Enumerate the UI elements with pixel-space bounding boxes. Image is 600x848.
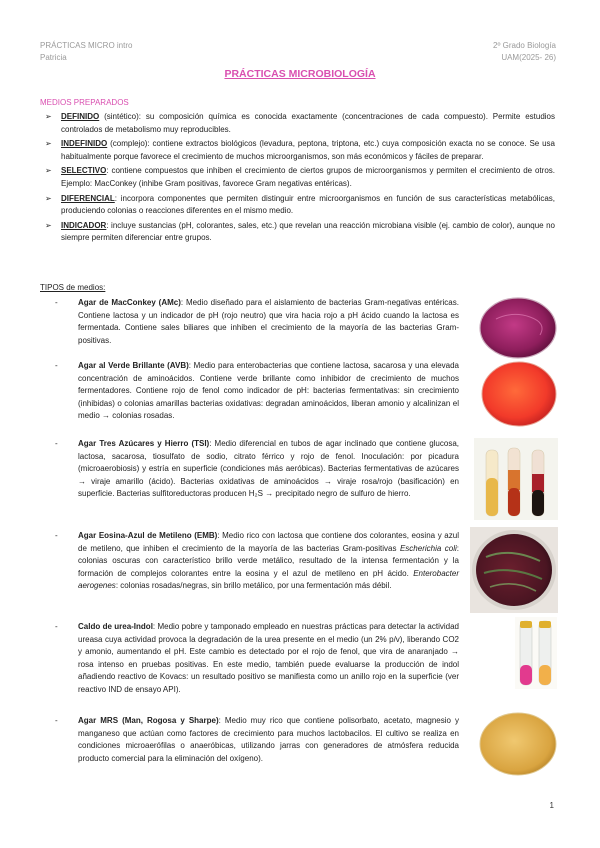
medium-description-end: : colonias rosadas/negras, sin brillo metálico, por una fermentación más débil. xyxy=(115,581,392,591)
header-left xyxy=(40,40,132,64)
page-title: PRÁCTICAS MICROBIOLOGÍA xyxy=(224,68,376,80)
definition-item xyxy=(45,138,555,163)
medium-name: Agar Eosina-Azul de Metileno (EMB) xyxy=(78,531,218,540)
medium-entry-emb xyxy=(55,530,459,593)
section-heading-media: MEDIOS PREPARADOS xyxy=(40,98,129,107)
mrs-plate-image xyxy=(478,712,558,776)
definition-text: : contiene compuestos que inhiben el crecimiento de ciertos grupos de microorganismos y permiten el crecimiento de otros. Ejemplo: MacConkey (inhibe Gram positivas, favorece Gram negativas entéricas). xyxy=(61,166,555,188)
definition-item xyxy=(45,220,555,245)
medium-entry-macconkey xyxy=(55,297,459,347)
medium-description-cont: : colonias oscuras con característico brillo verde metálico, resultado de la intensa fermentación y la formación de complejos colorantes entre la eosina y el azul de metileno en pH ácido. xyxy=(78,543,459,578)
header-author: Patricia xyxy=(40,53,67,62)
medium-description: : Medio pobre y tamponado empleado en nuestras prácticas para detectar la actividad ureasa cuya actividad provoca la degradación de la urea presente en el medio (un 2% p/v), liberando CO2 y amonio, aumentando el pH. Este cambio es detectado por el rojo de fenol, que vira de anaranjado → rosa intenso en pruebas positivas. En este medio, también puede evaluarse la producción de indol añadiendo reactivo de Kovacs: un resultado positivo se manifiesta como un anillo rojo en la superficie (ver reactivo IND de ensayo API). xyxy=(78,622,460,694)
urea-indol-tubes-image xyxy=(515,617,557,689)
dash-bullet: - xyxy=(55,622,58,631)
medium-entry-tsi xyxy=(55,438,459,501)
medium-description: : Medio muy rico que contiene polisorbato, acetato, magnesio y manganeso que actúan como factores de crecimiento para muchos lactobacilos. El cultivo se realiza en condiciones microaerófilas o anaeróbicas, utilizando jarras con generadores de atmósfera reducida producto comercial para la eliminación del oxígeno). xyxy=(78,716,459,763)
definition-text: (complejo): contiene extractos biológicos (levadura, peptona, triptona, etc.) cuya composición exacta no se conoce. Se usa habitualmente porque favorece el crecimiento de muchos microorganismos, son más económicos y fáciles de preparar. xyxy=(61,139,555,161)
page-number: 1 xyxy=(549,801,554,810)
definition-term: DIFERENCIAL xyxy=(61,193,115,203)
definition-term: SELECTIVO xyxy=(61,166,107,176)
definition-text: : incluye sustancias (pH, colorantes, sales, etc.) que revelan una reacción microbiana visible (ej. cambio de color), aunque no siempre permiten diferenciar entre grupos. xyxy=(61,220,555,243)
section-heading-types: TIPOS de medios: xyxy=(40,283,106,292)
header-degree: 2º Grado Biología xyxy=(493,41,556,50)
medium-entry-verde-brillante xyxy=(55,360,459,423)
emb-plate-image xyxy=(470,527,558,613)
definition-term: DEFINIDO xyxy=(61,112,100,121)
medium-name: Agar al Verde Brillante (AVB) xyxy=(78,361,189,370)
definitions-list xyxy=(45,111,555,247)
verde-brillante-plate-image xyxy=(480,360,558,428)
medium-name: Agar Tres Azúcares y Hierro (TSI) xyxy=(78,439,210,448)
species-name-ecoli: Escherichia coli xyxy=(399,543,457,553)
definition-item xyxy=(45,111,555,136)
arrow-bullet-icon: ➢ xyxy=(45,220,52,230)
definition-term: INDICADOR xyxy=(61,220,107,230)
medium-name: Caldo de urea-Indol xyxy=(78,622,153,631)
definition-item xyxy=(45,165,555,190)
dash-bullet: - xyxy=(55,439,58,448)
arrow-bullet-icon: ➢ xyxy=(45,112,52,121)
medium-entry-urea-indol xyxy=(55,621,459,697)
header-year: UAM(2025- 26) xyxy=(501,53,556,62)
medium-description: : Medio rico con lactosa que contiene dos colorantes, eosina y azul de metileno, que inhiben el crecimiento de la mayoría de las bacterias Gram-positivas xyxy=(78,531,459,553)
dash-bullet: - xyxy=(55,531,58,540)
definition-text: (sintético): su composición química es conocida exactamente (concentraciones de cada compuesto). Permite estudios controlados de metabolismo muy reproducibles. xyxy=(61,112,555,134)
arrow-bullet-icon: ➢ xyxy=(45,193,52,203)
medium-entry-mrs xyxy=(55,715,459,765)
definition-term: INDEFINIDO xyxy=(61,139,108,149)
definition-item xyxy=(45,193,555,218)
dash-bullet: - xyxy=(55,716,58,725)
header-course: PRÁCTICAS MICRO intro xyxy=(40,41,133,50)
medium-name: Agar de MacConkey (AMc) xyxy=(78,298,181,307)
medium-description: : Medio diferencial en tubos de agar inclinado que contiene glucosa, lactosa, sacarosa, tiosulfato de sodio, citrato férrico y rojo de fenol. Inoculación: por picadura (microaerobiosis) y estría en superficie (condiciones más aeróbicas). Bacterias fermentativas de azúcares → viraje amarillo (ácido). Bacterias oxidativas de aminoácidos → viraje rosa/rojo (basificación) en superficie. Bacterias sulfitoreductoras producen H₂S → precipitado negro de sulfuro de hierro. xyxy=(78,439,459,499)
macconkey-plate-image xyxy=(478,297,558,359)
medium-name: Agar MRS (Man, Rogosa y Sharpe) xyxy=(78,716,219,725)
header-right xyxy=(493,40,556,64)
species-name-enterobacter: Enterobacter aerogenes xyxy=(78,568,459,591)
medium-description: : Medio para enterobacterias que contiene lactosa, sacarosa y una elevada concentración de aminoácidos. Contiene verde brillante como inhibidor de crecimiento de muchos fermentadores. Contiene rojo de fenol como indicador de pH: bacterias fermentativas: sin crecimiento (inhibidas) o colonias amarillas bacterias oxidativas: degradan aminoácidos, liberan amonio y alcalinizan el medio → colonias rosadas. xyxy=(78,361,460,421)
dash-bullet: - xyxy=(55,361,58,370)
dash-bullet: - xyxy=(55,298,58,307)
definition-text: : incorpora componentes que permiten distinguir entre microorganismos en función de sus características metabólicas, produciendo colonias o reacciones diferentes en el mismo medio. xyxy=(61,193,555,216)
arrow-bullet-icon: ➢ xyxy=(45,139,52,149)
arrow-bullet-icon: ➢ xyxy=(45,166,52,176)
medium-description: : Medio diseñado para el aislamiento de bacterias Gram-negativas entéricas. Contiene lactosa y un indicador de pH (rojo neutro) que vira hacia rojo a pH ácido cuando la lactosa es fermentada. Contiene sales biliares que inhiben el crecimiento de la mayoría de las bacterias Gram- positivas. xyxy=(78,298,459,345)
tsi-tubes-image xyxy=(474,438,558,520)
